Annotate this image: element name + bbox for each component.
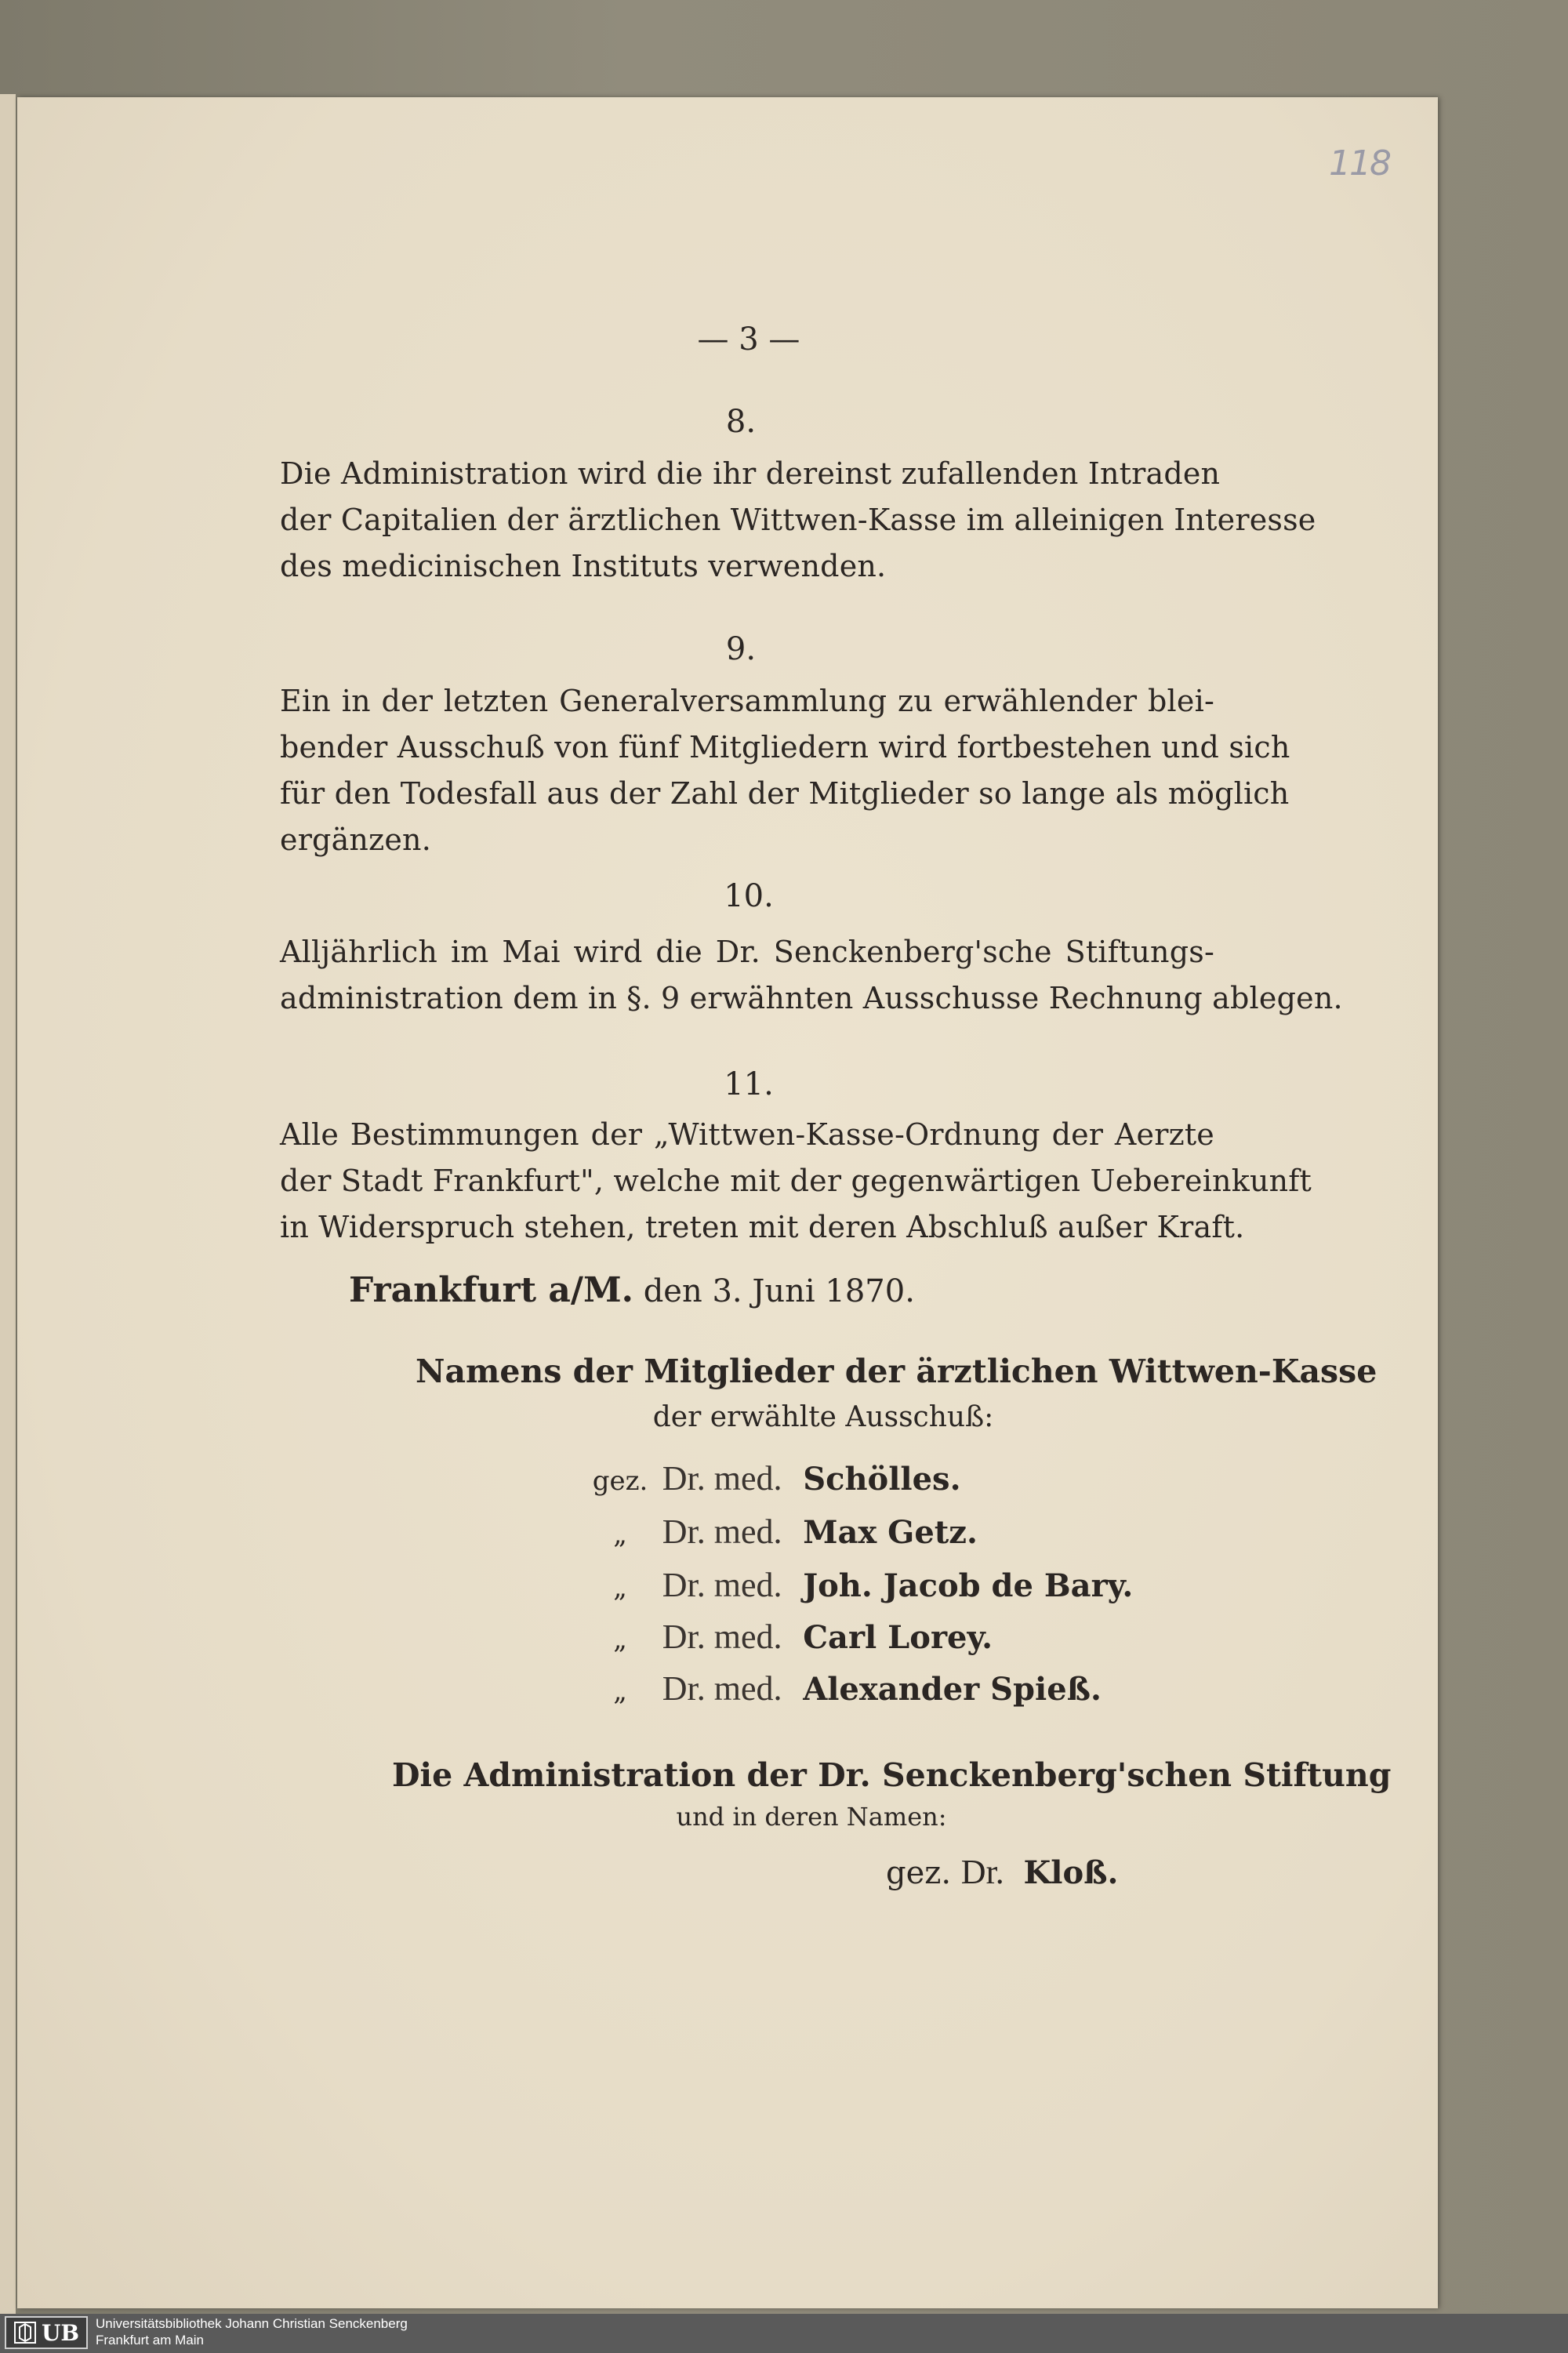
previous-page-edge: [0, 94, 16, 2337]
signer-title: Dr.: [960, 1853, 1004, 1891]
section-paragraph: [280, 929, 1343, 1022]
signer-line: [588, 1512, 978, 1559]
signer-name: Kloß.: [1023, 1854, 1119, 1891]
paragraph-line: in Widerspruch stehen, treten mit deren Abschluß außer Kraft.: [280, 1210, 1245, 1244]
signer-title: Dr. med.: [662, 1566, 782, 1604]
footer-line-city: Frankfurt am Main: [96, 2333, 204, 2348]
section-number: 9.: [725, 631, 757, 667]
signer-title: Dr. med.: [662, 1669, 782, 1708]
paragraph-line: Die Administration wird die ihr dereinst zufallenden Intraden: [280, 456, 1221, 491]
administration-subheading: und in deren Namen:: [676, 1802, 947, 1832]
date-text: den 3. Juni 1870.: [643, 1273, 915, 1309]
section-paragraph: [280, 1112, 1312, 1251]
administration-signer: [886, 1852, 1118, 1892]
folio-pencil-mark: 118: [1329, 143, 1390, 183]
signer-name: Schölles.: [803, 1461, 961, 1498]
signer-name: Alexander Spieß.: [803, 1671, 1102, 1708]
paragraph-line: ergänzen.: [280, 822, 431, 857]
signer-prefix: gez.: [886, 1855, 952, 1891]
logo-text: UB: [41, 2319, 80, 2346]
paragraph-line: bender Ausschuß von fünf Mitgliedern wird fortbestehen und sich: [280, 730, 1290, 764]
page-number: — 3 —: [697, 321, 800, 358]
signer-line: [588, 1669, 1102, 1716]
paragraph-line: Ein in der letzten Generalversammlung zu erwählender blei-: [280, 684, 1214, 718]
paragraph-line: der Stadt Frankfurt", welche mit der gegenwärtigen Uebereinkunft: [280, 1164, 1312, 1198]
signer-title: Dr. med.: [662, 1512, 782, 1551]
signer-name: Joh. Jacob de Bary.: [803, 1567, 1134, 1604]
section-number: 10.: [724, 878, 774, 914]
signer-prefix: „: [613, 1519, 627, 1550]
footer-credit: [96, 2315, 408, 2348]
paragraph-line: administration dem in §. 9 erwähnten Ausschusse Rechnung ablegen.: [280, 981, 1343, 1015]
paragraph-line: Alle Bestimmungen der „Wittwen-Kasse-Ordnung der Aerzte: [280, 1117, 1214, 1152]
paragraph-line: des medicinischen Instituts verwenden.: [280, 549, 887, 583]
library-emblem-icon: [13, 2321, 37, 2344]
members-subheading: der erwählte Ausschuß:: [652, 1401, 994, 1433]
signer-line: [588, 1565, 1133, 1612]
signer-title: Dr. med.: [662, 1618, 782, 1656]
paragraph-line: Alljährlich im Mai wird die Dr. Senckenberg'sche Stiftungs-: [280, 935, 1214, 969]
section-paragraph: [280, 678, 1290, 863]
section-number: 11.: [724, 1066, 774, 1102]
signer-line: [588, 1458, 961, 1505]
paragraph-line: für den Todesfall aus der Zahl der Mitglieder so lange als möglich: [280, 776, 1290, 811]
signer-prefix: „: [613, 1624, 627, 1655]
signer-prefix: gez.: [592, 1465, 648, 1497]
administration-heading: Die Administration der Dr. Senckenberg'schen Stiftung: [392, 1756, 1392, 1794]
section-number: 8.: [725, 404, 757, 440]
signer-title: Dr. med.: [662, 1459, 782, 1498]
footer-line-institution: Universitätsbibliothek Johann Christian Senckenberg: [96, 2316, 408, 2331]
library-logo: [5, 2316, 88, 2349]
members-heading: Namens der Mitglieder der ärztlichen Wittwen-Kasse: [416, 1353, 1377, 1390]
section-paragraph: [280, 451, 1316, 590]
signer-line: [588, 1617, 993, 1664]
signer-prefix: „: [613, 1676, 627, 1707]
signer-name: Max Getz.: [803, 1514, 978, 1551]
place-city: Frankfurt a/M.: [349, 1270, 633, 1310]
place-date: [349, 1270, 915, 1310]
signer-prefix: „: [613, 1572, 627, 1603]
paragraph-line: der Capitalien der ärztlichen Wittwen-Kasse im alleinigen Interesse: [280, 503, 1316, 537]
signer-name: Carl Lorey.: [803, 1619, 993, 1656]
